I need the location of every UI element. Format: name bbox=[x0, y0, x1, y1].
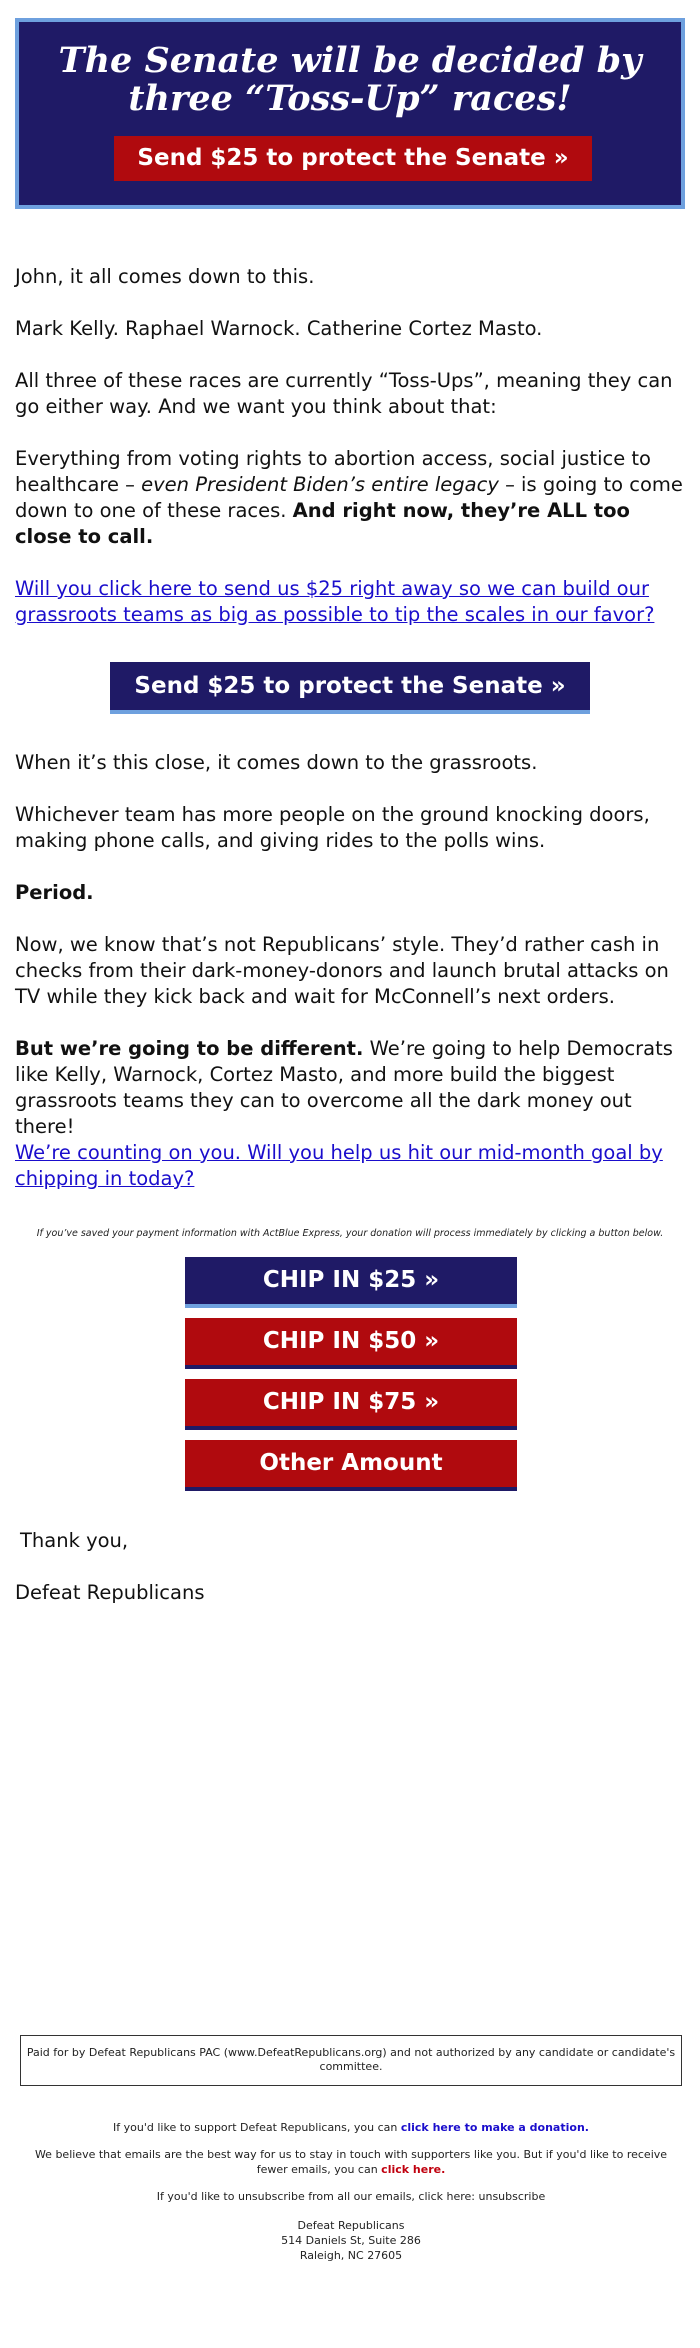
donate-link-1[interactable]: Will you click here to send us $25 right away so we can build our grassroots teams as big as possible to tip the scales in our favor? bbox=[15, 577, 655, 626]
different-paragraph bbox=[15, 1036, 687, 1140]
greeting-text: John, it all comes down to this. bbox=[15, 265, 315, 288]
tossups-paragraph: All three of these races are currently “Toss-Ups”, meaning they can go either way. And we want you think about that: bbox=[15, 369, 673, 418]
fewer-emails-line bbox=[20, 2147, 682, 2177]
unsubscribe-line[interactable]: If you'd like to unsubscribe from all our emails, click here: unsubscribe bbox=[156, 2190, 546, 2203]
banner-title bbox=[19, 42, 681, 118]
stakes-paragraph bbox=[15, 446, 687, 550]
fewer-emails-link[interactable]: click here. bbox=[381, 2163, 446, 2176]
donation-link[interactable]: click here to make a donation. bbox=[400, 2121, 589, 2134]
thank-you-text: Thank you, bbox=[20, 1529, 129, 1552]
org-name: Defeat Republicans bbox=[297, 2219, 405, 2232]
candidates-text: Mark Kelly. Raphael Warnock. Catherine Cortez Masto. bbox=[15, 317, 543, 340]
different-rest: We’re going to help Democrats like Kelly, Warnock, Cortez Masto, and more build the biggest grassroots teams they can to overcome all the dark money out there! bbox=[15, 1037, 673, 1138]
banner-title-line-1: The Senate will be decided by bbox=[58, 40, 642, 81]
signature-text: Defeat Republicans bbox=[15, 1581, 205, 1604]
stakes-text-bold: And right now, they’re ALL too close to call. bbox=[15, 499, 630, 548]
address-line-2: Raleigh, NC 27605 bbox=[299, 2249, 403, 2262]
actblue-note: If you’ve saved your payment information with ActBlue Express, your donation will process immediately by clicking a button below. bbox=[36, 1228, 664, 1239]
republicans-paragraph: Now, we know that’s not Republicans’ style. They’d rather cash in checks from their dark-money-donors and launch brutal attacks on TV while they kick back and wait for McConnell’s next orders. bbox=[15, 933, 669, 1008]
fewer-emails-text: We believe that emails are the best way for us to stay in touch with supporters like you. But if you'd like to receive fewer emails, you can bbox=[34, 2148, 668, 2176]
protect-senate-button[interactable]: Send $25 to protect the Senate » bbox=[110, 662, 590, 714]
different-bold: But we’re going to be different. bbox=[15, 1037, 364, 1060]
stakes-text-italic: even President Biden’s entire legacy bbox=[141, 473, 499, 496]
period-text: Period. bbox=[15, 881, 94, 904]
support-line bbox=[20, 2120, 682, 2135]
banner-title-line-2: three “Toss-Up” races! bbox=[128, 78, 572, 119]
stakes-text-b: – is going to come down to one of these races. bbox=[15, 473, 683, 522]
chip-in-25-button[interactable]: CHIP IN $25 » bbox=[185, 1257, 517, 1308]
donate-link-2[interactable]: We’re counting on you. Will you help us hit our mid-month goal by chipping in today? bbox=[15, 1141, 663, 1190]
banner-donate-button[interactable]: Send $25 to protect the Senate » bbox=[114, 136, 592, 185]
address-line-1: 514 Daniels St, Suite 286 bbox=[281, 2234, 421, 2247]
whichever-paragraph: Whichever team has more people on the ground knocking doors, making phone calls, and giving rides to the polls wins. bbox=[15, 803, 650, 852]
other-amount-button[interactable]: Other Amount bbox=[185, 1440, 517, 1491]
stakes-text-a: Everything from voting rights to abortion access, social justice to healthcare – bbox=[15, 447, 651, 496]
chip-in-75-button[interactable]: CHIP IN $75 » bbox=[185, 1379, 517, 1430]
paid-for-disclaimer: Paid for by Defeat Republicans PAC (www.DefeatRepublicans.org) and not authorized by any candidate or candidate's committee. bbox=[20, 2035, 682, 2086]
chip-in-50-button[interactable]: CHIP IN $50 » bbox=[185, 1318, 517, 1369]
support-text: If you'd like to support Defeat Republicans, you can bbox=[113, 2121, 401, 2134]
header-banner bbox=[15, 18, 685, 209]
grassroots-text: When it’s this close, it comes down to the grassroots. bbox=[15, 751, 538, 774]
